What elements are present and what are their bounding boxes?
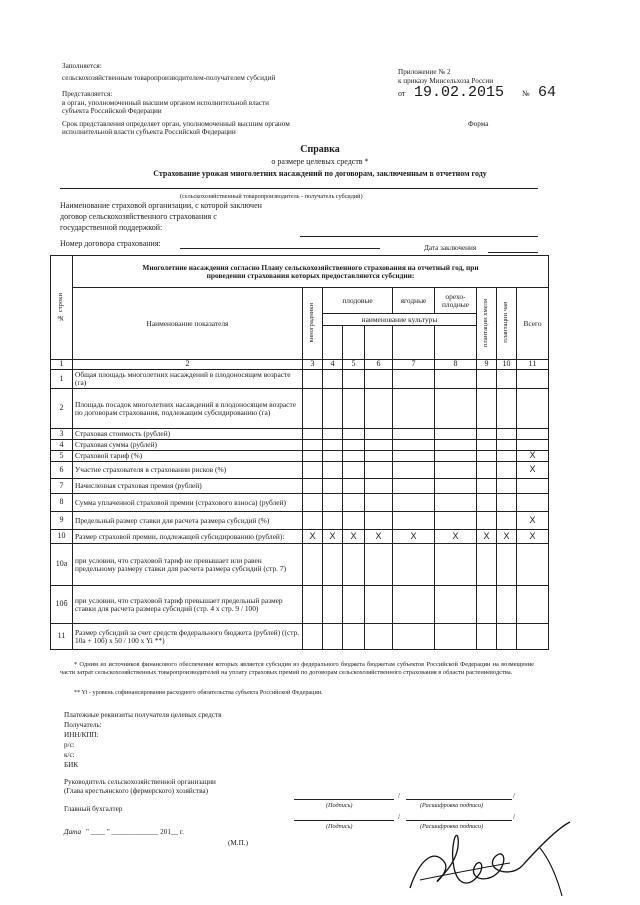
value-cell bbox=[435, 462, 477, 479]
indicator-label: Сумма уплаченной страховой премии (страхового взноса) (рублей) bbox=[73, 494, 303, 512]
handwritten-signature bbox=[390, 818, 590, 900]
indicator-label: Страховая сумма (рублей) bbox=[73, 440, 303, 451]
indicator-label: Общая площадь многолетних насаждений в плодоносящем возрасте (га) bbox=[73, 370, 303, 389]
x-mark: X bbox=[529, 464, 536, 475]
row-number: 3 bbox=[51, 429, 73, 440]
value-cell bbox=[323, 370, 343, 389]
acc-sign-caption: (Подпись) bbox=[326, 823, 353, 830]
value-cell bbox=[477, 512, 497, 530]
value-cell bbox=[323, 440, 343, 451]
acc-sign-line bbox=[294, 820, 394, 821]
col-vineyards: виноградники bbox=[303, 288, 323, 360]
culture-cell bbox=[323, 326, 343, 360]
head-sign-caption: (Подпись) bbox=[326, 802, 353, 809]
accountant-label: Главный бухгалтер bbox=[64, 805, 123, 813]
value-cell bbox=[393, 440, 435, 451]
value-cell bbox=[365, 451, 393, 462]
value-cell bbox=[393, 512, 435, 530]
value-cell bbox=[365, 586, 393, 624]
value-cell bbox=[435, 389, 477, 429]
value-cell bbox=[477, 462, 497, 479]
table-row bbox=[51, 586, 549, 624]
value-cell bbox=[343, 451, 365, 462]
bank-recipient: Получатель: bbox=[64, 721, 102, 729]
x-mark: X bbox=[529, 514, 536, 525]
indicator-label: при условии, что страховой тариф превышает предельный размер ставки для расчета размера субсидий (стр. 4 x стр. 9 / 100) bbox=[73, 586, 303, 624]
insurer-line-2: договор сельскохозяйственного страхования с bbox=[60, 212, 217, 221]
doc-subtitle: о размере целевых средств * bbox=[271, 157, 369, 166]
insurer-line-1: Наименование страховой организации, с которой заключен bbox=[60, 201, 262, 210]
value-cell bbox=[517, 451, 549, 462]
slash: / bbox=[398, 813, 400, 821]
value-cell bbox=[517, 512, 549, 530]
column-number: 6 bbox=[365, 360, 393, 370]
number-prefix: № bbox=[522, 89, 530, 98]
value-cell bbox=[343, 440, 365, 451]
value-cell bbox=[303, 624, 323, 650]
value-cell bbox=[517, 462, 549, 479]
column-number: 5 bbox=[343, 360, 365, 370]
value-cell bbox=[323, 494, 343, 512]
indicator-header: Наименование показателя bbox=[73, 288, 303, 360]
term-line-1: Срок представления определяет орган, уполномоченный высшим органом bbox=[62, 120, 290, 128]
value-cell bbox=[435, 494, 477, 512]
x-mark: X bbox=[503, 530, 510, 541]
slash: / bbox=[398, 792, 400, 800]
value-cell bbox=[365, 512, 393, 530]
row-number: 10 bbox=[51, 530, 73, 544]
table-row bbox=[51, 451, 549, 462]
value-cell bbox=[517, 370, 549, 389]
table-row bbox=[51, 494, 549, 512]
value-cell bbox=[435, 429, 477, 440]
value-cell bbox=[323, 389, 343, 429]
value-cell bbox=[343, 479, 365, 494]
value-cell bbox=[365, 624, 393, 650]
appendix-number: Приложение № 2 bbox=[398, 68, 451, 76]
x-mark: X bbox=[329, 530, 336, 541]
col-fruit: плодовые bbox=[323, 288, 393, 314]
order-date: 19.02.2015 bbox=[414, 84, 505, 101]
value-cell bbox=[393, 530, 435, 544]
column-numbers-row bbox=[51, 360, 549, 370]
value-cell bbox=[497, 586, 517, 624]
value-cell bbox=[303, 512, 323, 530]
head-decode-line bbox=[406, 799, 512, 800]
value-cell bbox=[303, 544, 323, 586]
value-cell bbox=[517, 586, 549, 624]
submit-value-2: субъекта Российской Федерации bbox=[62, 107, 162, 115]
value-cell bbox=[323, 429, 343, 440]
value-cell bbox=[303, 370, 323, 389]
table-row bbox=[51, 530, 549, 544]
x-mark: X bbox=[452, 530, 459, 541]
x-mark: X bbox=[529, 530, 536, 541]
row-number: 2 bbox=[51, 389, 73, 429]
x-mark: X bbox=[410, 530, 417, 541]
value-cell bbox=[517, 624, 549, 650]
value-cell bbox=[393, 389, 435, 429]
footnote-2: ** Yi - уровень софинансирования расходного обязательства субъекта Российской Федерации. bbox=[74, 689, 323, 696]
value-cell bbox=[343, 462, 365, 479]
value-cell bbox=[303, 586, 323, 624]
value-cell bbox=[365, 530, 393, 544]
value-cell bbox=[477, 451, 497, 462]
table-row bbox=[51, 624, 549, 650]
table-row bbox=[51, 370, 549, 389]
value-cell bbox=[435, 479, 477, 494]
table-row bbox=[51, 544, 549, 586]
culture-cell bbox=[365, 326, 393, 360]
column-number: 4 bbox=[323, 360, 343, 370]
value-cell bbox=[477, 544, 497, 586]
value-cell bbox=[323, 479, 343, 494]
value-cell bbox=[365, 429, 393, 440]
column-number: 9 bbox=[477, 360, 497, 370]
value-cell bbox=[435, 544, 477, 586]
bank-ks: к/с: bbox=[64, 751, 75, 759]
column-number: 2 bbox=[73, 360, 303, 370]
value-cell bbox=[435, 530, 477, 544]
value-cell bbox=[343, 370, 365, 389]
row-number: 9 bbox=[51, 512, 73, 530]
acc-decode-caption: (Расшифровка подписи) bbox=[420, 823, 484, 830]
value-cell bbox=[497, 451, 517, 462]
culture-cell bbox=[435, 326, 477, 360]
column-number: 3 bbox=[303, 360, 323, 370]
order-reference: к приказу Минсельхоза России bbox=[398, 77, 494, 85]
head-title-1: Руководитель сельскохозяйственной организации bbox=[64, 778, 216, 786]
value-cell bbox=[477, 624, 497, 650]
value-cell bbox=[303, 440, 323, 451]
indicator-label: Размер страховой премии, подлежащей субсидированию (рублей): bbox=[73, 530, 303, 544]
indicator-label: Предельный размер ставки для расчета размера субсидий (%) bbox=[73, 512, 303, 530]
value-cell bbox=[497, 544, 517, 586]
slash: / bbox=[513, 813, 515, 821]
x-mark: X bbox=[309, 530, 316, 541]
value-cell bbox=[497, 479, 517, 494]
head-decode-caption: (Расшифровка подписи) bbox=[420, 802, 484, 809]
stamp-label: (М.П.) bbox=[228, 839, 248, 847]
value-cell bbox=[517, 544, 549, 586]
value-cell bbox=[393, 462, 435, 479]
head-sign-line bbox=[294, 799, 394, 800]
culture-cell bbox=[343, 326, 365, 360]
value-cell bbox=[343, 512, 365, 530]
culture-name-header: наименование культуры bbox=[323, 314, 477, 326]
contract-number-label: Номер договора страхования: bbox=[60, 239, 161, 248]
plantations-header: Многолетние насаждения согласно Плану сельскохозяйственного страхования на отчетный год, при проведении страхования которых предоставляются субсидии: bbox=[73, 256, 549, 288]
value-cell bbox=[517, 389, 549, 429]
col-total: Всего bbox=[517, 288, 549, 360]
order-number: 64 bbox=[538, 84, 557, 101]
col-hops: плантации хмеля bbox=[477, 288, 497, 360]
value-cell bbox=[497, 370, 517, 389]
indicator-label: Размер субсидий за счет средств федерального бюджета (рублей) ((стр. 10а + 10б) x 50 / 100 x Yi **) bbox=[73, 624, 303, 650]
value-cell bbox=[393, 544, 435, 586]
value-cell bbox=[365, 440, 393, 451]
value-cell bbox=[393, 479, 435, 494]
row-number: 6 bbox=[51, 462, 73, 479]
x-mark: X bbox=[350, 530, 357, 541]
value-cell bbox=[303, 451, 323, 462]
indicators-table bbox=[50, 255, 549, 650]
x-mark: X bbox=[375, 530, 382, 541]
column-number: 1 bbox=[51, 360, 73, 370]
value-cell bbox=[365, 389, 393, 429]
row-number: 4 bbox=[51, 440, 73, 451]
date-label: Дата bbox=[64, 828, 82, 836]
value-cell bbox=[303, 494, 323, 512]
value-cell bbox=[365, 494, 393, 512]
value-cell bbox=[497, 512, 517, 530]
value-cell bbox=[343, 586, 365, 624]
doc-subject: Страхование урожая многолетних насаждений по договорам, заключенным в отчетном году bbox=[153, 169, 487, 178]
value-cell bbox=[477, 530, 497, 544]
contract-number-line bbox=[180, 248, 380, 249]
indicator-label: Страховой тариф (%) bbox=[73, 451, 303, 462]
row-number: 7 bbox=[51, 479, 73, 494]
value-cell bbox=[435, 624, 477, 650]
bank-title: Платежные реквизиты получателя целевых средств bbox=[64, 711, 222, 719]
table-row bbox=[51, 389, 549, 429]
value-cell bbox=[497, 530, 517, 544]
table-row bbox=[51, 479, 549, 494]
value-cell bbox=[343, 494, 365, 512]
row-number: 10а bbox=[51, 544, 73, 586]
value-cell bbox=[435, 451, 477, 462]
table-row bbox=[51, 440, 549, 451]
row-number: 8 bbox=[51, 494, 73, 512]
value-cell bbox=[365, 462, 393, 479]
col-nut: орехо-плодные bbox=[435, 288, 477, 314]
value-cell bbox=[365, 479, 393, 494]
term-line-2: исполнительной власти субъекта Российской Федерации bbox=[62, 128, 236, 136]
value-cell bbox=[323, 544, 343, 586]
value-cell bbox=[343, 530, 365, 544]
value-cell bbox=[497, 440, 517, 451]
indicator-label: Площадь посадок многолетних насаждений в плодоносящем возрасте по договорам страхования, подлежащим субсидированию (га) bbox=[73, 389, 303, 429]
value-cell bbox=[365, 370, 393, 389]
table-row bbox=[51, 462, 549, 479]
value-cell bbox=[393, 494, 435, 512]
table-row bbox=[51, 429, 549, 440]
submit-value-1: в орган, уполномоченный высшим органом исполнительной власти bbox=[62, 99, 270, 107]
value-cell bbox=[517, 440, 549, 451]
doc-title: Справка bbox=[300, 144, 340, 155]
fill-value: сельскохозяйственным товаропроизводителем-получателем субсидий bbox=[62, 74, 276, 82]
value-cell bbox=[477, 586, 497, 624]
value-cell bbox=[303, 530, 323, 544]
value-cell bbox=[365, 544, 393, 586]
col-berry: ягодные bbox=[393, 288, 435, 314]
value-cell bbox=[343, 429, 365, 440]
row-number: 1 bbox=[51, 370, 73, 389]
value-cell bbox=[497, 429, 517, 440]
value-cell bbox=[477, 479, 497, 494]
row-number: 5 bbox=[51, 451, 73, 462]
value-cell bbox=[393, 370, 435, 389]
table-row bbox=[51, 512, 549, 530]
value-cell bbox=[393, 451, 435, 462]
value-cell bbox=[323, 512, 343, 530]
bank-bik: БИК bbox=[64, 761, 79, 769]
submit-label: Представляется: bbox=[62, 90, 113, 98]
fill-label: Заполняется: bbox=[62, 62, 102, 70]
value-cell bbox=[517, 530, 549, 544]
value-cell bbox=[323, 451, 343, 462]
value-cell bbox=[477, 389, 497, 429]
value-cell bbox=[435, 586, 477, 624]
value-cell bbox=[303, 479, 323, 494]
row-number: 10б bbox=[51, 586, 73, 624]
value-cell bbox=[497, 462, 517, 479]
value-cell bbox=[477, 370, 497, 389]
value-cell bbox=[343, 389, 365, 429]
column-number: 8 bbox=[435, 360, 477, 370]
producer-caption: (сельскохозяйственный товаропроизводитель - получатель субсидий) bbox=[180, 193, 363, 200]
value-cell bbox=[477, 440, 497, 451]
x-mark: X bbox=[483, 530, 490, 541]
value-cell bbox=[393, 586, 435, 624]
indicator-label: Участие страхователя в страховании рисков (%) bbox=[73, 462, 303, 479]
value-cell bbox=[303, 462, 323, 479]
contract-date-line bbox=[488, 252, 538, 253]
value-cell bbox=[435, 512, 477, 530]
value-cell bbox=[497, 494, 517, 512]
column-number: 7 bbox=[393, 360, 435, 370]
value-cell bbox=[343, 624, 365, 650]
bank-rs: р/с: bbox=[64, 741, 75, 749]
value-cell bbox=[343, 544, 365, 586]
contract-date-label: Дата заключения bbox=[424, 244, 477, 252]
value-cell bbox=[477, 429, 497, 440]
producer-line bbox=[60, 188, 538, 189]
footnote-1: * Одним из источников финансового обеспечения которых является субсидия из федерального бюджета бюджетам субъектов Российской Федерации на возмещение части затрат сельскохозяйственных товаропроизводителей на уплату страховых премий по договорам сельскохозяйственного страхования в области растениеводства. bbox=[60, 661, 534, 676]
x-mark: X bbox=[529, 450, 536, 461]
date-prefix: от bbox=[398, 89, 406, 98]
row-number-header: № строки bbox=[51, 256, 73, 360]
form-label: Форма bbox=[468, 120, 489, 128]
insurer-line-3: государственной поддержкой: bbox=[60, 223, 163, 232]
value-cell bbox=[497, 624, 517, 650]
value-cell bbox=[323, 530, 343, 544]
insurer-fill-line bbox=[300, 236, 538, 237]
value-cell bbox=[303, 389, 323, 429]
column-number: 11 bbox=[517, 360, 549, 370]
value-cell bbox=[393, 624, 435, 650]
head-title-2: (Глава крестьянского (фермерского) хозяйства) bbox=[64, 787, 208, 795]
value-cell bbox=[497, 389, 517, 429]
indicator-label: Страховая стоимость (рублей) bbox=[73, 429, 303, 440]
culture-cell bbox=[393, 326, 435, 360]
bank-inn: ИНН/КПП: bbox=[64, 731, 99, 739]
value-cell bbox=[323, 462, 343, 479]
value-cell bbox=[303, 429, 323, 440]
value-cell bbox=[323, 586, 343, 624]
indicator-label: при условии, что страховой тариф не превышает или равен предельному размеру ставки для расчета размера субсидий (стр. 7) bbox=[73, 544, 303, 586]
value-cell bbox=[435, 440, 477, 451]
indicator-label: Начисленная страховая премия (рублей) bbox=[73, 479, 303, 494]
value-cell bbox=[393, 429, 435, 440]
column-number: 10 bbox=[497, 360, 517, 370]
value-cell bbox=[323, 624, 343, 650]
value-cell bbox=[517, 494, 549, 512]
date-blank: " ____ " _____________ 201__ г. bbox=[86, 828, 184, 836]
value-cell bbox=[435, 370, 477, 389]
value-cell bbox=[517, 429, 549, 440]
value-cell bbox=[477, 494, 497, 512]
value-cell bbox=[517, 479, 549, 494]
row-number: 11 bbox=[51, 624, 73, 650]
col-tea: плантации чая bbox=[497, 288, 517, 360]
slash: / bbox=[513, 792, 515, 800]
